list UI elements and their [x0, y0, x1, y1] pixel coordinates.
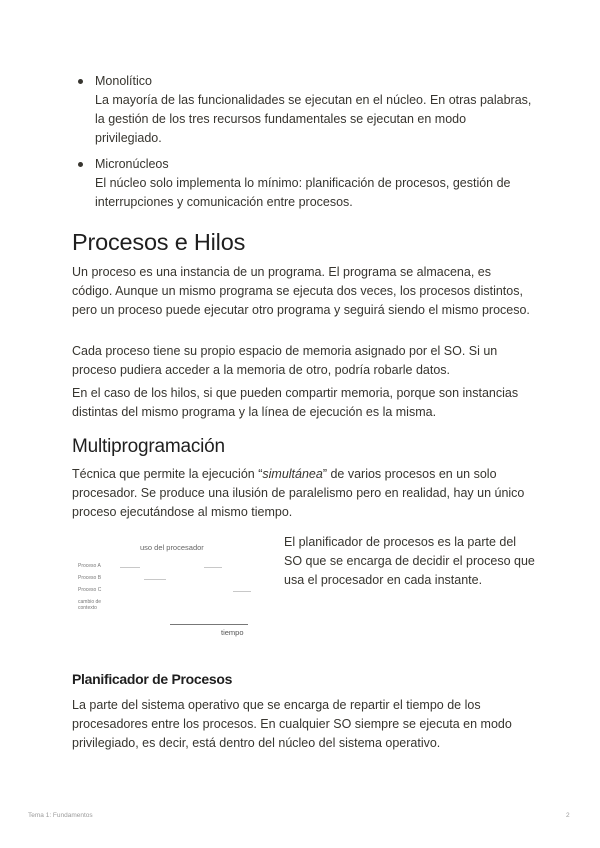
paragraph: En el caso de los hilos, si que pueden compartir memoria, porque son instancias distintas del mismo programa y la línea de ejecución es la misma.	[72, 386, 519, 419]
paragraph: Un proceso es una instancia de un programa. El programa se almacena, es código. Aunque un mismo programa se ejecuta dos veces, los procesos distintos, pero un proceso puede ejecutar otro programa y seguirá siendo el mismo proceso.	[72, 265, 530, 317]
paragraph-multiprogramacion	[72, 465, 534, 522]
bullet-title: Monolítico	[95, 74, 152, 88]
heading-planificador: Planificador de Procesos	[72, 671, 233, 687]
bullet-description: La mayoría de las funcionalidades se ejecutan en el núcleo. En otras palabras, la gestión de los tres recursos fundamentales se ejecutan en modo privilegiado.	[95, 93, 532, 145]
x-axis-label: tiempo	[221, 628, 244, 637]
process-b-segment	[144, 579, 166, 580]
paragraph: La parte del sistema operativo que se encarga de repartir el tiempo de los procesadores entre los procesos. En cualquier SO siempre se ejecuta en modo privilegiado, es decir, está dentro del núcleo del sistema operativo.	[72, 698, 512, 750]
bullet-title: Micronúcleos	[95, 157, 169, 171]
process-label: Proceso A	[78, 563, 101, 569]
footer-document-title: Tema 1: Fundamentos	[28, 812, 93, 819]
footer-page-number: 2	[566, 812, 570, 819]
process-label: Proceso C	[78, 587, 102, 593]
process-a-segment	[204, 567, 222, 568]
processor-usage-figure	[78, 540, 268, 640]
heading-multiprogramacion: Multiprogramación	[72, 436, 225, 457]
intro-text: Técnica que permite la ejecución “	[72, 467, 263, 481]
bullet-icon	[78, 79, 83, 84]
list-item	[78, 155, 533, 212]
heading-procesos-hilos: Procesos e Hilos	[72, 229, 246, 255]
time-axis	[170, 624, 248, 625]
process-a-segment	[120, 567, 140, 568]
emphasis-text: simultánea	[262, 467, 323, 481]
process-label: Proceso B	[78, 575, 102, 581]
process-c-segment	[233, 591, 251, 592]
bullet-icon	[78, 162, 83, 167]
intro-text-continued: ” de varios procesos en un solo procesador. Se produce una ilusión de paralelismo pero en realidad, hay un único proceso ejecutándose al mismo tiempo.	[72, 467, 525, 519]
paragraph: Cada proceso tiene su propio espacio de memoria asignado por el SO. Si un proceso pudiera acceder a la memoria de otro, podría robarle datos.	[72, 344, 498, 377]
figure-title: uso del procesador	[140, 543, 204, 552]
process-label: cambio de contexto	[78, 599, 102, 611]
kernel-types-list	[78, 72, 533, 219]
scheduler-note: El planificador de procesos es la parte del SO que se encarga de decidir el proceso que usa el procesador en cada instante.	[284, 535, 535, 587]
list-item	[78, 72, 533, 148]
bullet-description: El núcleo solo implementa lo mínimo: planificación de procesos, gestión de interrupciones y comunicación entre procesos.	[95, 176, 511, 209]
